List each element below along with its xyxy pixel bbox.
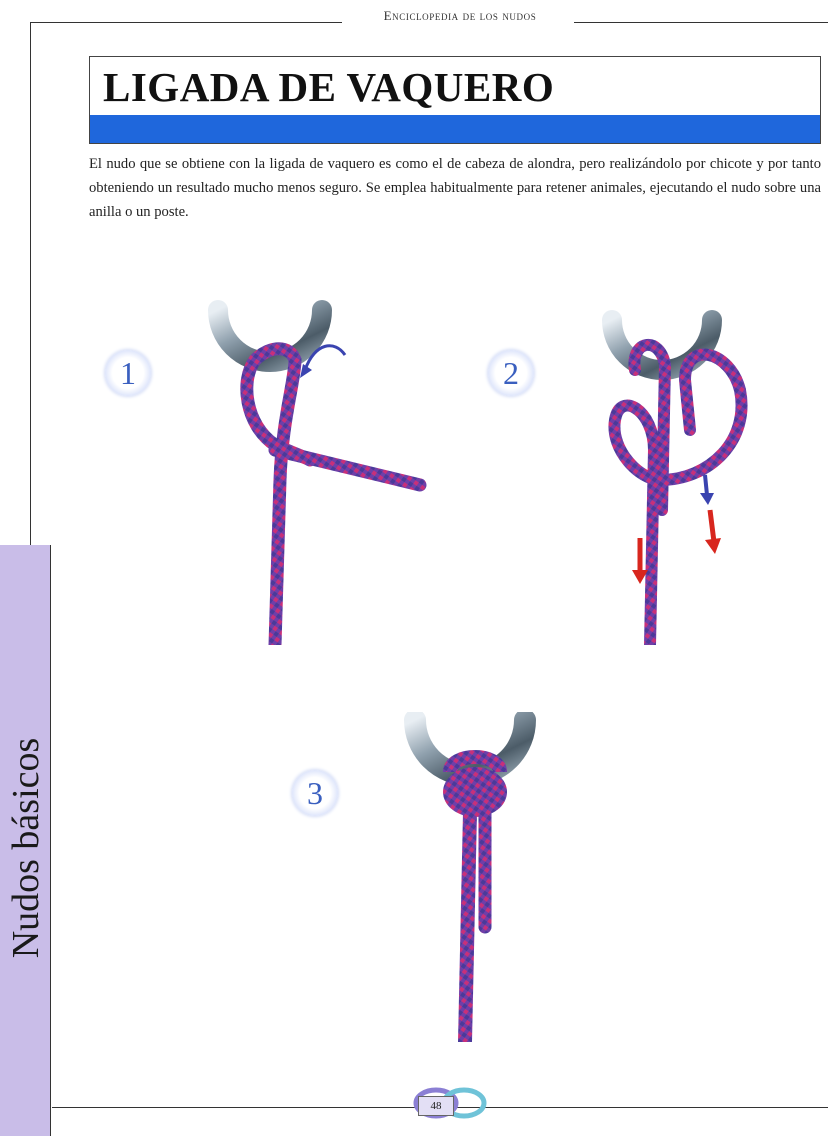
step-3-illustration [390,712,550,1042]
rope-loop-left [614,406,660,645]
running-title: Enciclopedia de los nudos [383,8,537,23]
ring-icon [415,720,525,775]
step-2-number: 2 [488,350,534,396]
page-title: LIGADA DE VAQUERO [103,64,555,110]
header-rule-right [574,22,828,23]
title-band [90,115,820,143]
rope-working-end [275,450,420,485]
header-rule-left [30,22,342,23]
step-2-illustration [590,310,760,645]
page-number: 48 [418,1096,454,1116]
step-3-number: 3 [292,770,338,816]
rope-standing-part [275,360,295,645]
intro-paragraph: El nudo que se obtiene con la ligada de vaquero es como el de cabeza de alondra, pero realizándolo por chicote y por tanto obteniendo un resultado mucho menos seguro. Se emplea habitualmente para retener animales, ejecutando el nudo sobre una anilla o un poste. [89,156,821,220]
rope-standing-part [465,812,470,1042]
section-tab-label: Nudos básicos [5,737,47,959]
red-arrow-right-icon [705,510,721,554]
title-box [89,56,821,144]
step-1-number: 1 [105,350,151,396]
blue-arrow-icon [700,475,714,505]
frame-left-rule [30,22,31,550]
step-1-illustration [200,300,440,645]
